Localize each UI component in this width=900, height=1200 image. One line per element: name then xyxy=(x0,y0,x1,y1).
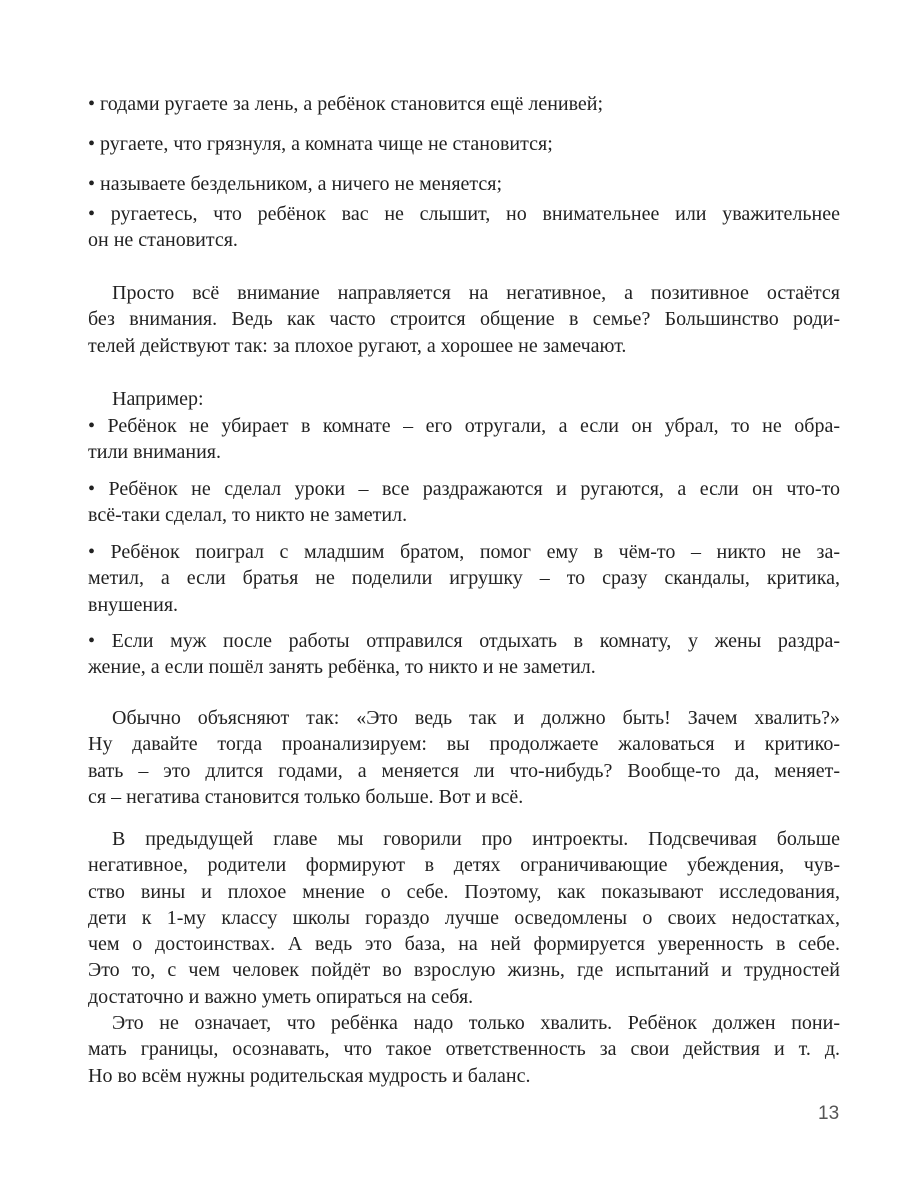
text-line: телей действуют так: за плохое ругают, а хорошее не замечают. xyxy=(88,334,627,357)
bullet-item xyxy=(88,131,840,157)
text-line: • ругаете, что грязнуля, а комната чище не становится; xyxy=(88,133,553,155)
paragraph xyxy=(88,280,840,359)
paragraph xyxy=(88,1010,840,1089)
page-number: 13 xyxy=(818,1103,840,1124)
text-line: вать – это длится годами, а меняется ли что-нибудь? Вообще-то да, меняет- xyxy=(88,759,840,782)
text-line: тили внимания. xyxy=(88,441,221,464)
text-line: • Если муж после работы отправился отдыхать в комнату, у жены раздра- xyxy=(88,630,840,652)
text-line: В предыдущей главе мы говорили про интроекты. Подсвечивая больше xyxy=(112,828,840,850)
text-line: Например: xyxy=(112,388,204,410)
text-line: • Ребёнок не сделал уроки – все раздражаются и ругаются, а если он что-то xyxy=(88,478,840,500)
text-line: метил, а если братья не поделили игрушку – то сразу скандалы, критика, xyxy=(88,567,840,590)
text-line: Просто всё внимание направляется на негативное, а позитивное остаётся xyxy=(112,282,840,304)
bullet-item xyxy=(88,91,840,117)
text-line: мать границы, осознавать, что такое ответственность за свои действия и т. д. xyxy=(88,1038,840,1061)
paragraph xyxy=(88,705,840,810)
text-line: достаточно и важно уметь опираться на себя. xyxy=(88,985,474,1008)
text-line: дети к 1-му классу школы гораздо лучше осведомлены о своих недостатках, xyxy=(88,906,840,929)
text-line: жение, а если пошёл занять ребёнка, то никто и не заметил. xyxy=(88,656,596,679)
text-line: • годами ругаете за лень, а ребёнок становится ещё ленивей; xyxy=(88,93,604,115)
text-line: Это то, с чем человек пойдёт во взрослую жизнь, где испытаний и трудностей xyxy=(88,959,840,982)
text-line: чем о достоинствах. А ведь это база, на ней формируется уверенность в себе. xyxy=(88,933,840,956)
example-item xyxy=(88,539,840,618)
text-line: • ругаетесь, что ребёнок вас не слышит, но внимательнее или уважительнее xyxy=(88,203,840,225)
bullet-item xyxy=(88,201,840,254)
example-item xyxy=(88,628,840,681)
text-line: Ну давайте тогда проанализируем: вы продолжаете жаловаться и критико- xyxy=(88,733,840,756)
text-line: он не становится. xyxy=(88,229,238,252)
text-line: Это не означает, что ребёнка надо только хвалить. Ребёнок должен пони- xyxy=(112,1012,840,1034)
text-line: • Ребёнок не убирает в комнате – его отругали, а если он убрал, то не обра- xyxy=(88,415,840,437)
text-line: • Ребёнок поиграл с младшим братом, помог ему в чём-то – никто не за- xyxy=(88,541,840,563)
bullet-item xyxy=(88,171,840,197)
text-line: Обычно объясняют так: «Это ведь так и должно быть! Зачем хвалить?» xyxy=(112,707,840,729)
text-line: негативное, родители формируют в детях ограничивающие убеждения, чув- xyxy=(88,854,840,877)
text-line: всё-таки сделал, то никто не заметил. xyxy=(88,504,408,527)
text-line: ство вины и плохое мнение о себе. Поэтому, как показывают исследования, xyxy=(88,880,840,903)
example-item xyxy=(88,476,840,529)
text-line: Но во всём нужны родительская мудрость и баланс. xyxy=(88,1064,531,1087)
text-line: ся – негатива становится только больше. Вот и всё. xyxy=(88,785,524,808)
text-line: • называете бездельником, а ничего не меняется; xyxy=(88,173,503,195)
text-line: внушения. xyxy=(88,593,179,616)
example-item xyxy=(88,413,840,466)
text-line: без внимания. Ведь как часто строится общение в семье? Большинство роди- xyxy=(88,308,840,331)
example-heading xyxy=(88,386,840,412)
paragraph xyxy=(88,826,840,1010)
